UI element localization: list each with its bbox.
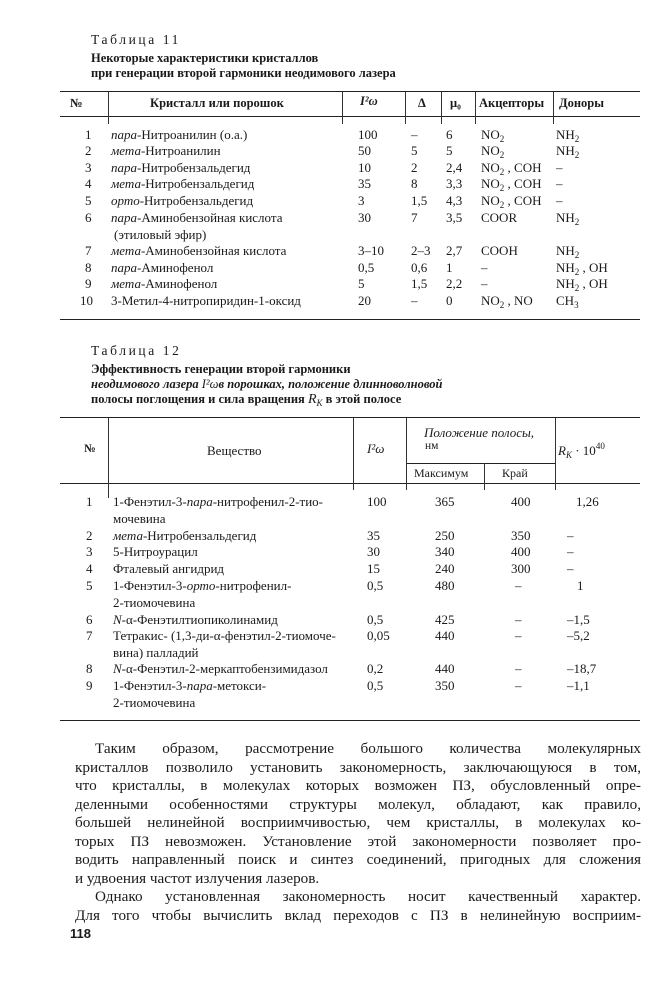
delta-value: 1,5 [411, 276, 428, 291]
donors-value: $NH_2$ , OH [556, 276, 608, 293]
substance-name: 1-Фенэтил-3-пара-метокси- [113, 678, 267, 693]
donors-value: $NH_2$ [556, 127, 580, 144]
i2w-value: 100 [358, 127, 378, 142]
i2w-value: 50 [358, 143, 371, 158]
i2w-value: 0,2 [367, 661, 384, 676]
donors-value: $CH_3$ [556, 293, 579, 310]
edge-value: 350 [511, 528, 531, 543]
delta-value: 8 [411, 176, 418, 191]
row-number: 6 [85, 210, 92, 225]
maximum-value: 365 [435, 494, 455, 509]
table-12-title-line-2 [91, 377, 442, 392]
i2w-value: 0,5 [358, 260, 375, 275]
table-11-col-divider [553, 92, 554, 124]
table-12-col-divider [484, 463, 485, 490]
crystal-name: мета-Нитробензальдегид [111, 176, 255, 191]
i2w-value: 5 [358, 276, 365, 291]
substance-name-continued: вина) палладий [113, 645, 199, 660]
i2w-value: 30 [367, 544, 380, 559]
row-number: 3 [85, 160, 92, 175]
rk-subscript: K [316, 398, 323, 408]
col-header-band-position: Положение полосы, [424, 425, 535, 440]
crystal-name-continued: (этиловый эфир) [114, 227, 207, 242]
i2w-value: 3 [358, 193, 365, 208]
substance-name: мета-Нитробензальдегид [113, 528, 257, 543]
acceptors-value: COOH [481, 243, 518, 258]
crystal-name: орто-Нитробензальдегид [111, 193, 254, 208]
donors-value: $NH_2$ [556, 243, 580, 260]
table-11-col-divider [441, 92, 442, 124]
substance-name: N-α-Фенэтил-2-меркаптобензимидазол [113, 661, 328, 676]
i2w-value: 0,5 [367, 612, 384, 627]
delta-value: 7 [411, 210, 418, 225]
substance-name: 1-Фенэтил-3-орто-нитрофенил- [113, 578, 292, 593]
row-number: 2 [85, 143, 92, 158]
row-number: 9 [85, 276, 92, 291]
maximum-value: 340 [435, 544, 455, 559]
rk-value: 1 [577, 578, 584, 593]
row-number: 5 [85, 193, 92, 208]
substance-name-continued: мочевина [113, 511, 166, 526]
i2w-value: 0,05 [367, 628, 390, 643]
rk-value: –18,7 [567, 661, 597, 676]
row-number: 6 [86, 612, 93, 627]
acceptors-value: – [481, 276, 488, 291]
delta-value: 2–3 [411, 243, 431, 258]
mu0-value: 4,3 [446, 193, 463, 208]
col-header-crystal: Кристалл или порошок [150, 96, 284, 110]
substance-name: Фталевый ангидрид [113, 561, 225, 576]
table-12-col-divider [353, 418, 354, 490]
table-11-col-divider [405, 92, 406, 124]
edge-value: 400 [511, 494, 531, 509]
table-12-bottom-rule [60, 720, 640, 721]
i2w-symbol: I²ω [201, 377, 219, 391]
table-11-title-line-2: при генерации второй гармоники неодимового лазера [91, 66, 396, 80]
table-12-col-divider [108, 418, 109, 498]
maximum-value: 440 [435, 628, 455, 643]
acceptors-value: $NO_2$ , COH [481, 160, 542, 177]
mu0-value: 2,7 [446, 243, 463, 258]
acceptors-value: COOR [481, 210, 518, 225]
col-header-delta: Δ [418, 96, 426, 110]
col-header-substance: Вещество [207, 443, 262, 458]
maximum-value: 250 [435, 528, 455, 543]
text-line: Для того чтобы вычислить вклад переходов с ПЗ в нелинейную восприим- [75, 906, 641, 924]
mu0-value: 3,3 [446, 176, 463, 191]
col-header-i2w: I²ω [367, 441, 385, 456]
col-header-i2w: I²ω [360, 94, 378, 108]
title-italic-part: неодимового лазера [91, 377, 202, 391]
row-number: 9 [86, 678, 93, 693]
donors-value: – [556, 193, 563, 208]
mu0-value: 2,2 [446, 276, 463, 291]
body-paragraph-2 [75, 888, 641, 925]
row-number: 4 [85, 176, 92, 191]
edge-value: – [515, 612, 522, 627]
delta-value: 2 [411, 160, 418, 175]
rk-value: – [567, 544, 574, 559]
acceptors-value: $NO_2$ [481, 143, 505, 160]
page-number: 118 [70, 926, 91, 941]
i2w-value: 3–10 [358, 243, 384, 258]
title-part: полосы поглощения и сила вращения [91, 392, 308, 406]
rk-value: –1,5 [567, 612, 590, 627]
maximum-value: 350 [435, 678, 455, 693]
rk-subscript: K [565, 450, 572, 460]
mu0-value: 5 [446, 143, 453, 158]
row-number: 7 [85, 243, 92, 258]
text-line: большей нелинейной восприимчивостью, чем кристаллы, в молекулах ко- [75, 814, 641, 831]
row-number: 4 [86, 561, 93, 576]
i2w-value: 100 [367, 494, 387, 509]
edge-value: – [515, 661, 522, 676]
rk-symbol [308, 392, 323, 407]
crystal-name: мета-Нитроанилин [111, 143, 221, 158]
table-12-col-divider [555, 418, 556, 490]
row-number: 1 [86, 494, 93, 509]
rk-value: –5,2 [567, 628, 590, 643]
i2w-value: 20 [358, 293, 371, 308]
mu0-value: 3,5 [446, 210, 463, 225]
text-line: торых ПЗ невозможен. Установление этой закономерности позволяет про- [75, 832, 641, 850]
row-number: 5 [86, 578, 93, 593]
table-12-subheader-rule [406, 463, 555, 464]
body-paragraph-1 [75, 740, 641, 888]
i2w-value: 0,5 [367, 578, 384, 593]
rk-letter: R [307, 392, 317, 407]
text-line: Однако установленная закономерность носит качественный характер. [95, 888, 641, 905]
table-11-bottom-rule [60, 319, 640, 320]
substance-name: 5-Нитроурацил [113, 544, 198, 559]
rk-value: – [567, 528, 574, 543]
text-line: водить направленный поиск и синтез соединений, пригодных для сложения [75, 851, 641, 868]
delta-value: – [411, 293, 418, 308]
crystal-name: пара-Нитроанилин (о.а.) [111, 127, 248, 142]
crystal-name: мета-Аминофенол [111, 276, 218, 291]
col-header-donors: Доноры [559, 96, 605, 110]
text-line: и удвоения частот излучения лазеров. [75, 869, 320, 887]
substance-name: 1-Фенэтил-3-пара-нитрофенил-2-тио- [113, 494, 324, 509]
rk-letter: R [558, 443, 566, 458]
acceptors-value: – [481, 260, 488, 275]
crystal-name: пара-Аминобензойная кислота [111, 210, 283, 225]
substance-name-continued: 2-тиомочевина [113, 595, 196, 610]
acceptors-value: $NO_2$ , COH [481, 193, 542, 210]
delta-value: 5 [411, 143, 418, 158]
col-header-edge: Край [502, 466, 528, 480]
table-11-label: Таблица 11 [91, 32, 181, 47]
table-12-header-rule [60, 483, 640, 484]
table-12-col-divider [406, 418, 407, 490]
maximum-value: 480 [435, 578, 455, 593]
edge-value: – [515, 628, 522, 643]
text-line: деленными особенностями структуры молекул, обладают, как правило, [75, 795, 641, 813]
substance-name: N-α-Фенэтилтиопиколинамид [113, 612, 278, 627]
i2w-value: 35 [367, 528, 380, 543]
rk-value: –1,1 [567, 678, 590, 693]
crystal-name: мета-Аминобензойная кислота [111, 243, 287, 258]
table-11-title-line-1: Некоторые характеристики кристаллов [91, 51, 319, 65]
maximum-value: 425 [435, 612, 455, 627]
i2w-value: 35 [358, 176, 371, 191]
crystal-name: 3-Метил-4-нитропиридин-1-оксид [111, 293, 301, 308]
mu0-value: 0 [446, 293, 453, 308]
donors-value: – [556, 176, 563, 191]
delta-value: 0,6 [411, 260, 428, 275]
acceptors-value: $NO_2$ [481, 127, 505, 144]
title-italic-part: в порошках, положение длинноволновой [218, 377, 443, 391]
row-number: 8 [85, 260, 92, 275]
acceptors-value: $NO_2$ , NO [481, 293, 533, 310]
text-line: что кристаллы, в молекулах которых возможен ПЗ, обусловленный опре- [75, 777, 641, 794]
mu0-value: 6 [446, 127, 453, 142]
edge-value: – [515, 678, 522, 693]
row-number: 10 [80, 293, 93, 308]
delta-value: 1,5 [411, 193, 428, 208]
mu0-value: 1 [446, 260, 453, 275]
rk-value: 1,26 [576, 494, 599, 509]
table-12-title-line-1: Эффективность генерации второй гармоники [91, 362, 351, 376]
col-header-num: № [70, 96, 83, 110]
edge-value: 400 [511, 544, 531, 559]
table-11-col-divider [342, 92, 343, 124]
acceptors-value: $NO_2$ , COH [481, 176, 542, 193]
maximum-value: 440 [435, 661, 455, 676]
table-12-top-rule [60, 417, 640, 418]
col-header-acceptors: Акцепторы [479, 96, 545, 110]
donors-value: $NH_2$ [556, 210, 580, 227]
row-number: 1 [85, 127, 92, 142]
table-12-title-line-3 [91, 392, 401, 407]
title-part: в этой полосе [322, 392, 402, 406]
crystal-name: пара-Нитробензальдегид [111, 160, 251, 175]
substance-name: Тетракис- (1,3-ди-α-фенэтил-2-тиомоче- [113, 628, 336, 643]
row-number: 3 [86, 544, 93, 559]
rk-factor: · 10 [571, 443, 596, 458]
delta-value: – [411, 127, 418, 142]
donors-value: $NH_2$ [556, 143, 580, 160]
row-number: 8 [86, 661, 93, 676]
rk-exponent: 40 [595, 441, 605, 451]
maximum-value: 240 [435, 561, 455, 576]
col-header-mu0: μ₀ [450, 96, 461, 110]
donors-value: – [556, 160, 563, 175]
col-header-band-units: нм [425, 440, 439, 452]
text-line: кристаллов позволило установить закономерность, заключающуюся в том, [75, 758, 641, 776]
row-number: 2 [86, 528, 93, 543]
table-12-label: Таблица 12 [91, 343, 182, 358]
crystal-name: пара-Аминофенол [111, 260, 214, 275]
col-header-rk [558, 443, 605, 459]
edge-value: 300 [511, 561, 531, 576]
mu0-value: 2,4 [446, 160, 463, 175]
substance-name-continued: 2-тиомочевина [113, 695, 196, 710]
i2w-value: 10 [358, 160, 371, 175]
edge-value: – [515, 578, 522, 593]
donors-value: $NH_2$ , OH [556, 260, 608, 277]
text-line: Таким образом, рассмотрение большого количества молекулярных [95, 740, 641, 757]
i2w-value: 0,5 [367, 678, 384, 693]
i2w-value: 15 [367, 561, 380, 576]
table-11-col-divider [475, 92, 476, 124]
col-header-maximum: Максимум [414, 466, 469, 480]
row-number: 7 [86, 628, 93, 643]
i2w-value: 30 [358, 210, 371, 225]
rk-value: – [567, 561, 574, 576]
table-11-col-divider [108, 92, 109, 124]
col-header-num: № [84, 443, 96, 455]
